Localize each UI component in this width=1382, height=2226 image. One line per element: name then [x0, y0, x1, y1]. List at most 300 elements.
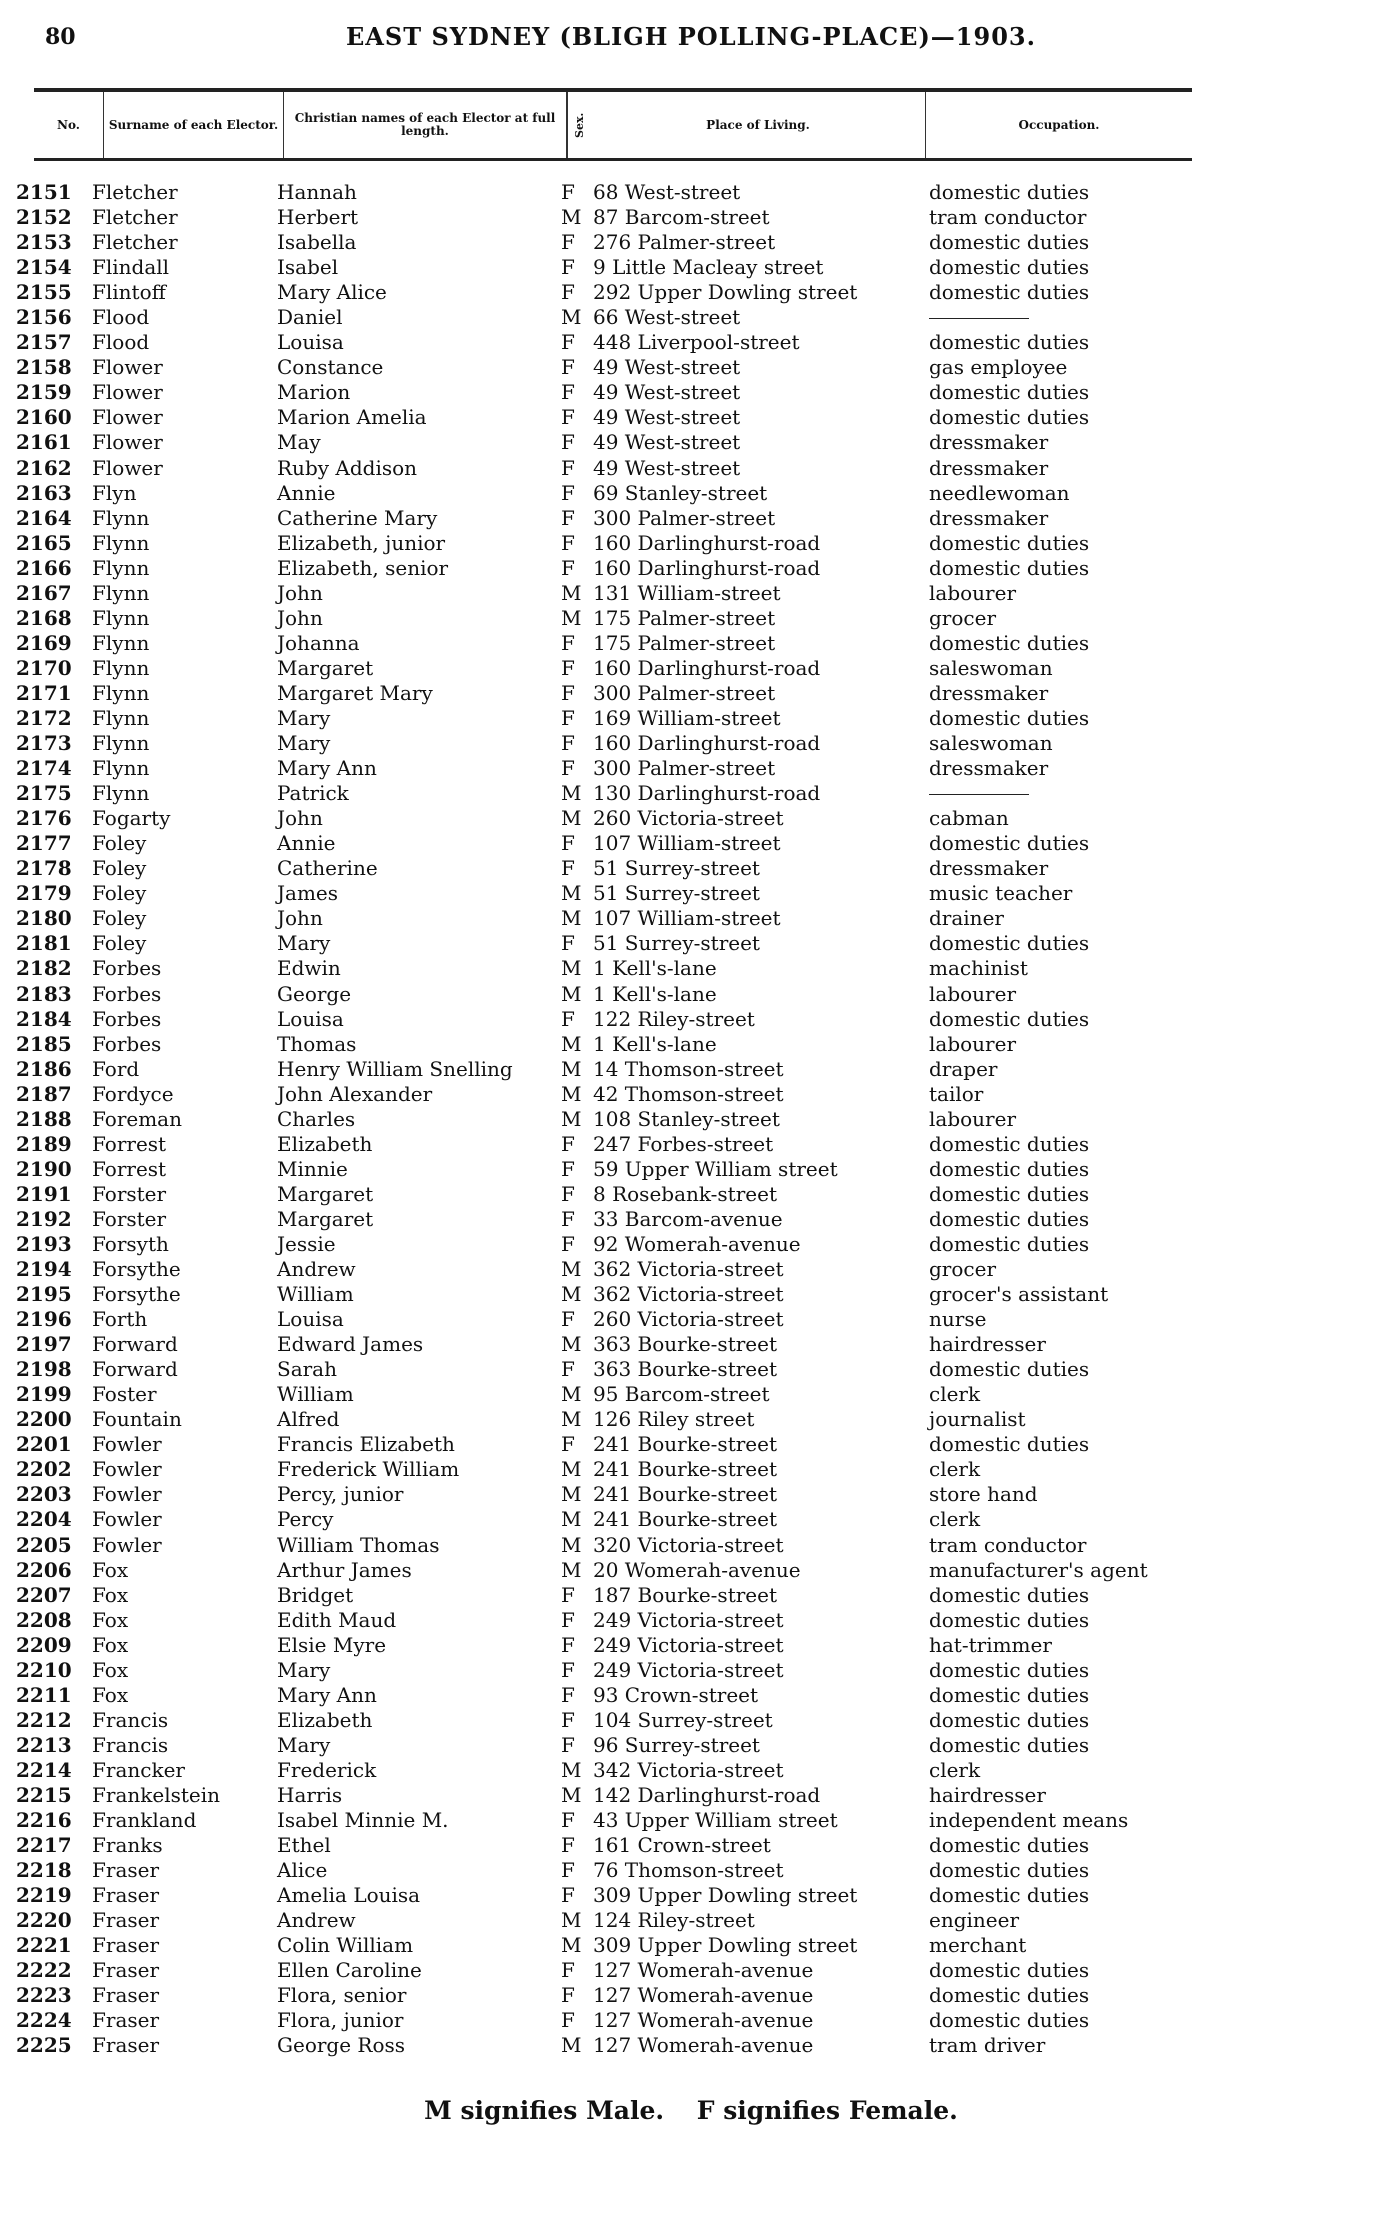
- elector-place-of-living: 93 Crown-street: [593, 1682, 759, 1707]
- column-header-surname: Surname of each Elector.: [104, 92, 284, 158]
- table-row: [0, 1232, 1382, 1257]
- elector-occupation: manufacturer's agent: [929, 1557, 1148, 1582]
- elector-place-of-living: 49 West-street: [593, 455, 741, 480]
- elector-surname: Flynn: [92, 705, 150, 730]
- table-row: [0, 1733, 1382, 1758]
- legend: [0, 2096, 1382, 2125]
- elector-christian-names: Ellen Caroline: [277, 1958, 422, 1983]
- elector-sex: F: [561, 505, 575, 530]
- elector-surname: Flynn: [92, 781, 150, 806]
- elector-occupation: clerk: [929, 1507, 981, 1532]
- elector-sex: F: [561, 455, 575, 480]
- elector-surname: Fowler: [92, 1482, 162, 1507]
- elector-number: 2168: [16, 605, 72, 630]
- elector-number: 2220: [16, 1908, 72, 1933]
- elector-place-of-living: 107 William-street: [593, 906, 781, 931]
- elector-number: 2179: [16, 881, 72, 906]
- elector-surname: Forsythe: [92, 1257, 181, 1282]
- table-row: [0, 1282, 1382, 1307]
- elector-christian-names: George Ross: [277, 2033, 406, 2058]
- elector-occupation: domestic duties: [929, 630, 1090, 655]
- elector-place-of-living: 247 Forbes-street: [593, 1131, 774, 1156]
- elector-number: 2211: [16, 1682, 72, 1707]
- elector-surname: Fox: [92, 1632, 129, 1657]
- elector-number: 2155: [16, 280, 72, 305]
- elector-number: 2224: [16, 2008, 72, 2033]
- table-row: [0, 305, 1382, 330]
- elector-sex: M: [561, 1407, 582, 1432]
- table-row: [0, 1057, 1382, 1082]
- elector-sex: M: [561, 781, 582, 806]
- elector-number: 2185: [16, 1031, 72, 1056]
- elector-number: 2202: [16, 1457, 72, 1482]
- elector-occupation: domestic duties: [929, 180, 1090, 204]
- elector-sex: F: [561, 1607, 575, 1632]
- elector-occupation: labourer: [929, 1106, 1017, 1131]
- elector-list: [0, 180, 1382, 2059]
- elector-sex: F: [561, 230, 575, 255]
- elector-surname: Francis: [92, 1707, 169, 1732]
- elector-place-of-living: 276 Palmer-street: [593, 230, 776, 255]
- table-row: [0, 856, 1382, 881]
- elector-sex: M: [561, 1933, 582, 1958]
- table-row: [0, 931, 1382, 956]
- elector-surname: Flintoff: [92, 280, 166, 305]
- elector-christian-names: John: [277, 906, 323, 931]
- elector-place-of-living: 363 Bourke-street: [593, 1357, 777, 1382]
- table-row: [0, 380, 1382, 405]
- elector-occupation: dressmaker: [929, 455, 1049, 480]
- elector-number: 2182: [16, 956, 72, 981]
- elector-sex: M: [561, 1081, 582, 1106]
- elector-surname: Foster: [92, 1382, 157, 1407]
- elector-number: 2173: [16, 731, 72, 756]
- elector-sex: F: [561, 280, 575, 305]
- table-row: [0, 1307, 1382, 1332]
- elector-number: 2163: [16, 480, 72, 505]
- table-row: [0, 1507, 1382, 1532]
- elector-sex: F: [561, 1156, 575, 1181]
- table-row: [0, 255, 1382, 280]
- elector-christian-names: Annie: [277, 831, 336, 856]
- elector-christian-names: Percy: [277, 1507, 334, 1532]
- elector-occupation: dressmaker: [929, 856, 1049, 881]
- elector-sex: F: [561, 555, 575, 580]
- elector-sex: M: [561, 580, 582, 605]
- elector-surname: Flynn: [92, 555, 150, 580]
- elector-sex: M: [561, 956, 582, 981]
- elector-number: 2207: [16, 1582, 72, 1607]
- elector-surname: Fowler: [92, 1507, 162, 1532]
- elector-occupation: music teacher: [929, 881, 1073, 906]
- elector-occupation: hat-trimmer: [929, 1632, 1052, 1657]
- elector-surname: Fox: [92, 1582, 129, 1607]
- elector-surname: Fraser: [92, 1933, 160, 1958]
- elector-occupation: domestic duties: [929, 1432, 1090, 1457]
- elector-surname: Flynn: [92, 530, 150, 555]
- elector-number: 2187: [16, 1081, 72, 1106]
- elector-sex: M: [561, 1106, 582, 1131]
- elector-place-of-living: 160 Darlinghurst-road: [593, 655, 821, 680]
- elector-surname: Forster: [92, 1206, 167, 1231]
- elector-place-of-living: 104 Surrey-street: [593, 1707, 773, 1732]
- elector-surname: Flood: [92, 305, 150, 330]
- elector-christian-names: Herbert: [277, 205, 359, 230]
- elector-surname: Fletcher: [92, 180, 178, 204]
- table-row: [0, 1708, 1382, 1733]
- table-row: [0, 1407, 1382, 1432]
- table-row: [0, 1583, 1382, 1608]
- elector-surname: Foley: [92, 831, 147, 856]
- elector-sex: M: [561, 1031, 582, 1056]
- elector-place-of-living: 241 Bourke-street: [593, 1507, 777, 1532]
- elector-christian-names: Harris: [277, 1783, 343, 1807]
- elector-christian-names: Mary: [277, 1657, 331, 1682]
- elector-number: 2164: [16, 505, 72, 530]
- table-row: [0, 756, 1382, 781]
- elector-place-of-living: 187 Bourke-street: [593, 1582, 777, 1607]
- elector-number: 2158: [16, 355, 72, 380]
- table-row: [0, 1382, 1382, 1407]
- elector-christian-names: William: [277, 1382, 354, 1407]
- elector-place-of-living: 59 Upper William street: [593, 1156, 838, 1181]
- elector-christian-names: Francis Elizabeth: [277, 1432, 455, 1457]
- elector-place-of-living: 1 Kell's-lane: [593, 981, 717, 1006]
- elector-sex: M: [561, 1908, 582, 1933]
- elector-number: 2214: [16, 1757, 72, 1782]
- elector-occupation: tailor: [929, 1081, 984, 1106]
- elector-sex: M: [561, 1457, 582, 1482]
- elector-place-of-living: 260 Victoria-street: [593, 1307, 784, 1332]
- table-row: [0, 1432, 1382, 1457]
- table-row: [0, 1182, 1382, 1207]
- table-row: [0, 355, 1382, 380]
- table-row: [0, 2033, 1382, 2058]
- table-row: [0, 1858, 1382, 1883]
- elector-surname: Fowler: [92, 1457, 162, 1482]
- elector-number: 2219: [16, 1883, 72, 1908]
- elector-place-of-living: 127 Womerah-avenue: [593, 1983, 814, 2008]
- elector-sex: F: [561, 1682, 575, 1707]
- elector-number: 2213: [16, 1732, 72, 1757]
- elector-sex: F: [561, 655, 575, 680]
- elector-sex: M: [561, 1507, 582, 1532]
- elector-sex: F: [561, 756, 575, 781]
- elector-occupation: domestic duties: [929, 330, 1090, 355]
- legend-male: M signifies Male.: [424, 2096, 665, 2125]
- elector-christian-names: Alice: [277, 1858, 328, 1883]
- elector-occupation: dressmaker: [929, 430, 1049, 455]
- elector-surname: Forth: [92, 1307, 148, 1332]
- table-row: [0, 1933, 1382, 1958]
- elector-sex: F: [561, 831, 575, 856]
- table-row: [0, 631, 1382, 656]
- elector-surname: Fountain: [92, 1407, 182, 1432]
- table-row: [0, 806, 1382, 831]
- table-row: [0, 1082, 1382, 1107]
- elector-place-of-living: 108 Stanley-street: [593, 1106, 780, 1131]
- elector-surname: Fletcher: [92, 205, 178, 230]
- elector-occupation: domestic duties: [929, 1231, 1090, 1256]
- elector-sex: F: [561, 1707, 575, 1732]
- elector-surname: Foley: [92, 856, 147, 881]
- elector-christian-names: Isabel Minnie M.: [277, 1808, 449, 1833]
- elector-christian-names: John: [277, 580, 323, 605]
- elector-occupation: store hand: [929, 1482, 1038, 1507]
- elector-place-of-living: 309 Upper Dowling street: [593, 1933, 858, 1958]
- table-row: [0, 1132, 1382, 1157]
- elector-sex: F: [561, 2008, 575, 2033]
- elector-christian-names: Elizabeth: [277, 1707, 373, 1732]
- elector-occupation: independent means: [929, 1808, 1129, 1833]
- elector-surname: Forsythe: [92, 1282, 181, 1307]
- elector-christian-names: Mary: [277, 931, 331, 956]
- elector-sex: M: [561, 1757, 582, 1782]
- elector-christian-names: Arthur James: [277, 1557, 412, 1582]
- elector-number: 2153: [16, 230, 72, 255]
- elector-number: 2170: [16, 655, 72, 680]
- elector-place-of-living: 95 Barcom-street: [593, 1382, 770, 1407]
- elector-christian-names: George: [277, 981, 352, 1006]
- elector-christian-names: Elsie Myre: [277, 1632, 387, 1657]
- elector-christian-names: May: [277, 430, 321, 455]
- elector-christian-names: Percy, junior: [277, 1482, 404, 1507]
- elector-christian-names: Catherine Mary: [277, 505, 438, 530]
- elector-place-of-living: 126 Riley street: [593, 1407, 755, 1432]
- elector-place-of-living: 9 Little Macleay street: [593, 255, 824, 280]
- table-row: [0, 1257, 1382, 1282]
- elector-sex: M: [561, 1332, 582, 1357]
- elector-occupation: labourer: [929, 981, 1017, 1006]
- elector-number: 2210: [16, 1657, 72, 1682]
- table-row: [0, 230, 1382, 255]
- elector-christian-names: Margaret: [277, 1181, 374, 1206]
- elector-place-of-living: 1 Kell's-lane: [593, 956, 717, 981]
- elector-sex: M: [561, 1482, 582, 1507]
- elector-occupation: [929, 794, 1029, 795]
- elector-occupation: tram conductor: [929, 1532, 1087, 1557]
- elector-place-of-living: 92 Womerah-avenue: [593, 1231, 801, 1256]
- elector-christian-names: Louisa: [277, 330, 344, 355]
- table-row: [0, 1032, 1382, 1057]
- elector-christian-names: Mary: [277, 731, 331, 756]
- elector-place-of-living: 87 Barcom-street: [593, 205, 770, 230]
- elector-occupation: draper: [929, 1056, 998, 1081]
- elector-surname: Flynn: [92, 680, 150, 705]
- elector-christian-names: Flora, junior: [277, 2008, 404, 2033]
- elector-surname: Flower: [92, 355, 163, 380]
- elector-number: 2217: [16, 1833, 72, 1858]
- elector-surname: Flood: [92, 330, 150, 355]
- elector-surname: Flynn: [92, 756, 150, 781]
- elector-occupation: drainer: [929, 906, 1004, 931]
- elector-surname: Francis: [92, 1732, 169, 1757]
- elector-christian-names: Ethel: [277, 1833, 331, 1858]
- table-row: [0, 606, 1382, 631]
- table-row: [0, 405, 1382, 430]
- elector-number: 2172: [16, 705, 72, 730]
- table-row: [0, 430, 1382, 455]
- elector-surname: Forward: [92, 1357, 178, 1382]
- elector-occupation: domestic duties: [929, 1582, 1090, 1607]
- elector-surname: Frankelstein: [92, 1783, 221, 1807]
- elector-number: 2156: [16, 305, 72, 330]
- elector-sex: F: [561, 180, 575, 204]
- elector-sex: M: [561, 1056, 582, 1081]
- elector-sex: F: [561, 1632, 575, 1657]
- elector-sex: M: [561, 1257, 582, 1282]
- elector-surname: Fox: [92, 1657, 129, 1682]
- elector-occupation: labourer: [929, 1031, 1017, 1056]
- elector-number: 2181: [16, 931, 72, 956]
- elector-christian-names: Mary Alice: [277, 280, 387, 305]
- elector-surname: Flynn: [92, 505, 150, 530]
- elector-place-of-living: 20 Womerah-avenue: [593, 1557, 801, 1582]
- elector-place-of-living: 96 Surrey-street: [593, 1732, 760, 1757]
- elector-place-of-living: 131 William-street: [593, 580, 781, 605]
- elector-christian-names: Charles: [277, 1106, 356, 1131]
- elector-christian-names: Ruby Addison: [277, 455, 418, 480]
- elector-christian-names: Jessie: [277, 1231, 336, 1256]
- elector-number: 2201: [16, 1432, 72, 1457]
- elector-occupation: domestic duties: [929, 1131, 1090, 1156]
- elector-number: 2190: [16, 1156, 72, 1181]
- elector-occupation: needlewoman: [929, 480, 1070, 505]
- elector-sex: F: [561, 330, 575, 355]
- elector-surname: Foley: [92, 906, 147, 931]
- elector-number: 2225: [16, 2033, 72, 2058]
- elector-place-of-living: 300 Palmer-street: [593, 505, 776, 530]
- elector-occupation: domestic duties: [929, 530, 1090, 555]
- table-row: [0, 956, 1382, 981]
- elector-sex: M: [561, 806, 582, 831]
- elector-place-of-living: 33 Barcom-avenue: [593, 1206, 783, 1231]
- elector-occupation: journalist: [929, 1407, 1026, 1432]
- elector-occupation: grocer: [929, 1257, 997, 1282]
- column-header-no: No.: [34, 92, 104, 158]
- elector-surname: Foley: [92, 931, 147, 956]
- elector-place-of-living: 241 Bourke-street: [593, 1432, 777, 1457]
- elector-occupation: domestic duties: [929, 1181, 1090, 1206]
- elector-occupation: engineer: [929, 1908, 1020, 1933]
- elector-surname: Foley: [92, 881, 147, 906]
- elector-number: 2203: [16, 1482, 72, 1507]
- elector-occupation: domestic duties: [929, 1607, 1090, 1632]
- elector-christian-names: Amelia Louisa: [277, 1883, 421, 1908]
- elector-number: 2215: [16, 1783, 72, 1807]
- elector-surname: Fraser: [92, 1908, 160, 1933]
- elector-number: 2176: [16, 806, 72, 831]
- elector-sex: F: [561, 1833, 575, 1858]
- elector-sex: F: [561, 1181, 575, 1206]
- table-row: [0, 330, 1382, 355]
- table-row: [0, 1683, 1382, 1708]
- table-row: [0, 1533, 1382, 1558]
- elector-sex: F: [561, 1432, 575, 1457]
- elector-sex: F: [561, 931, 575, 956]
- table-row: [0, 982, 1382, 1007]
- elector-number: 2159: [16, 380, 72, 405]
- column-header-place-of-living: Place of Living.: [591, 92, 926, 158]
- elector-occupation: domestic duties: [929, 380, 1090, 405]
- elector-place-of-living: 362 Victoria-street: [593, 1257, 784, 1282]
- elector-number: 2160: [16, 405, 72, 430]
- elector-christian-names: John Alexander: [277, 1081, 433, 1106]
- elector-christian-names: Louisa: [277, 1307, 344, 1332]
- table-row: [0, 1608, 1382, 1633]
- elector-occupation: domestic duties: [929, 1707, 1090, 1732]
- elector-surname: Fraser: [92, 2008, 160, 2033]
- column-header-occupation: Occupation.: [1018, 117, 1100, 132]
- elector-sex: M: [561, 605, 582, 630]
- elector-number: 2223: [16, 1983, 72, 2008]
- elector-place-of-living: 160 Darlinghurst-road: [593, 530, 821, 555]
- table-row: [0, 556, 1382, 581]
- elector-sex: M: [561, 1557, 582, 1582]
- elector-christian-names: James: [277, 881, 339, 906]
- elector-surname: Fox: [92, 1557, 129, 1582]
- elector-christian-names: Isabella: [277, 230, 357, 255]
- elector-sex: M: [561, 1783, 582, 1807]
- elector-occupation: clerk: [929, 1457, 981, 1482]
- elector-place-of-living: 363 Bourke-street: [593, 1332, 777, 1357]
- elector-sex: F: [561, 1582, 575, 1607]
- elector-surname: Franks: [92, 1833, 163, 1858]
- elector-place-of-living: 260 Victoria-street: [593, 806, 784, 831]
- elector-christian-names: Bridget: [277, 1582, 354, 1607]
- elector-occupation: domestic duties: [929, 1858, 1090, 1883]
- elector-sex: F: [561, 1006, 575, 1031]
- elector-sex: F: [561, 380, 575, 405]
- elector-christian-names: Alfred: [277, 1407, 340, 1432]
- elector-occupation: domestic duties: [929, 555, 1090, 580]
- elector-number: 2157: [16, 330, 72, 355]
- elector-surname: Fox: [92, 1682, 129, 1707]
- elector-sex: F: [561, 355, 575, 380]
- elector-surname: Forster: [92, 1181, 167, 1206]
- elector-christian-names: Elizabeth, junior: [277, 530, 446, 555]
- elector-christian-names: Mary: [277, 705, 331, 730]
- table-row: [0, 1883, 1382, 1908]
- elector-number: 2165: [16, 530, 72, 555]
- elector-occupation: cabman: [929, 806, 1009, 831]
- elector-sex: M: [561, 1382, 582, 1407]
- elector-number: 2200: [16, 1407, 72, 1432]
- elector-number: 2212: [16, 1707, 72, 1732]
- elector-place-of-living: 161 Crown-street: [593, 1833, 771, 1858]
- elector-sex: F: [561, 1883, 575, 1908]
- elector-occupation: domestic duties: [929, 931, 1090, 956]
- elector-sex: F: [561, 1131, 575, 1156]
- elector-christian-names: Marion: [277, 380, 351, 405]
- elector-surname: Forrest: [92, 1156, 167, 1181]
- elector-christian-names: Margaret: [277, 655, 374, 680]
- elector-christian-names: Mary Ann: [277, 1682, 377, 1707]
- elector-sex: M: [561, 1532, 582, 1557]
- elector-number: 2167: [16, 580, 72, 605]
- elector-place-of-living: 76 Thomson-street: [593, 1858, 784, 1883]
- elector-number: 2174: [16, 756, 72, 781]
- elector-number: 2161: [16, 430, 72, 455]
- elector-occupation: labourer: [929, 580, 1017, 605]
- table-row: [0, 1357, 1382, 1382]
- elector-surname: Flynn: [92, 580, 150, 605]
- elector-occupation: clerk: [929, 1757, 981, 1782]
- table-row: [0, 681, 1382, 706]
- table-row: [0, 1207, 1382, 1232]
- legend-female: F signifies Female.: [696, 2096, 958, 2125]
- table-row: [0, 506, 1382, 531]
